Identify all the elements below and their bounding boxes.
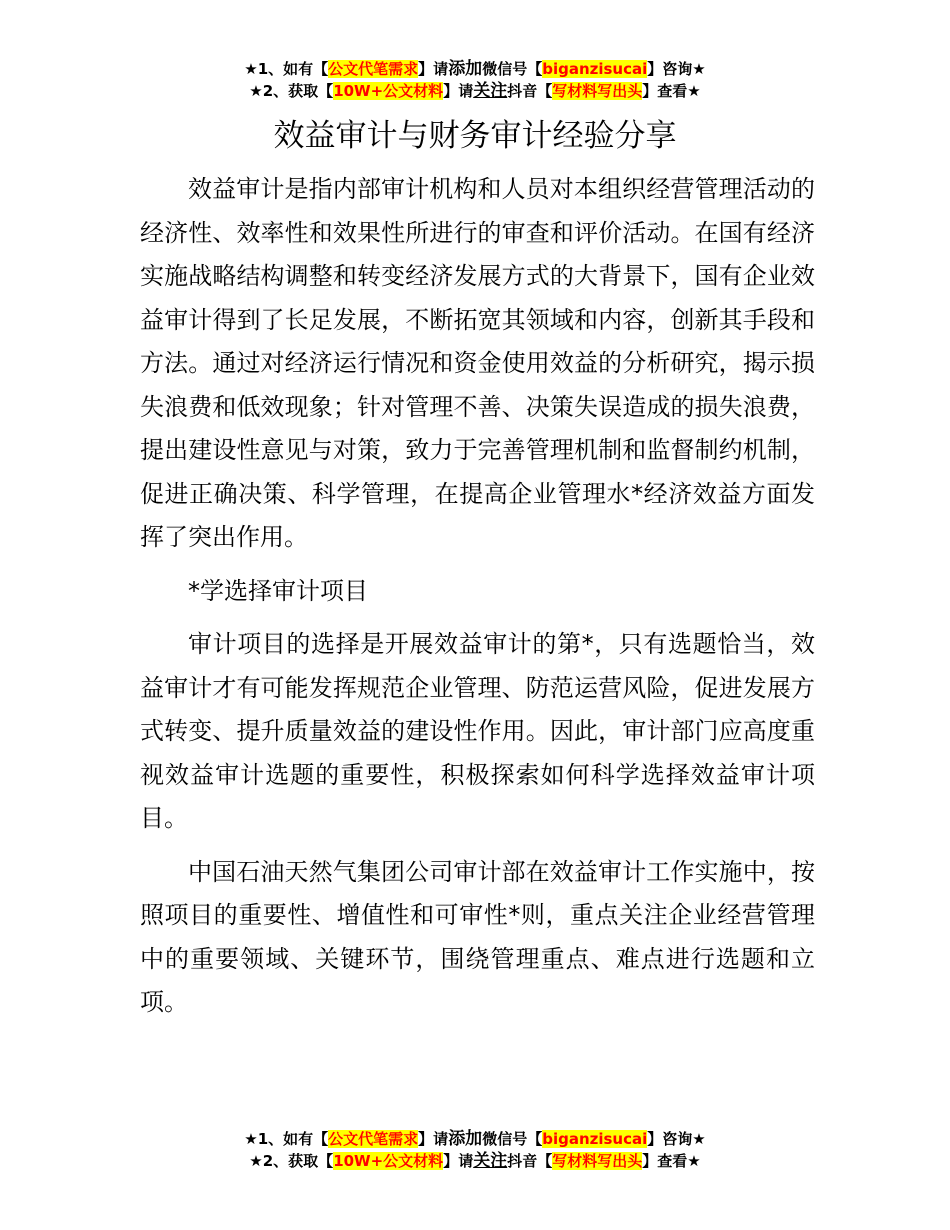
banner-text: 】查看★ [642, 82, 701, 100]
banner-line-2 [0, 1150, 950, 1172]
banner-emphasis: 添加 [448, 1129, 483, 1149]
banner-text: 】咨询★ [647, 1130, 706, 1148]
banner-text: ★1、如有【 [244, 1130, 329, 1148]
banner-highlight: 10W+公文材料 [333, 1152, 444, 1170]
banner-highlight: biganzisucai [542, 1130, 648, 1148]
section-heading: *学选择审计项目 [188, 576, 368, 605]
banner-highlight: 写材料写出头 [552, 1152, 643, 1170]
banner-line-1 [0, 58, 950, 80]
paragraph-intro: 效益审计是指内部审计机构和人员对本组织经营管理活动的经济性、效率性和效果性所进行的审查和评价活动。在国有经济实施战略结构调整和转变经济发展方式的大背景下，国有企业效益审计得到了长足发展，不断拓宽其领域和内容，创新其手段和方法。通过对经济运行情况和资金使用效益的分析研究，揭示损失浪费和低效现象；针对管理不善、决策失误造成的损失浪费，提出建设性意见与对策，致力于完善管理机制和监督制约机制，促进正确决策、科学管理，在提高企业管理水*经济效益方面发挥了突出作用。 [140, 175, 815, 551]
banner-text: 】请 [418, 1130, 449, 1148]
banner-highlight: 公文代笔需求 [328, 1130, 419, 1148]
paragraph-cnpc: 中国石油天然气集团公司审计部在效益审计工作实施中，按照项目的重要性、增值性和可审性*则，重点关注企业经营管理中的重要领域、关键环节，围绕管理重点、难点进行选题和立项。 [140, 857, 815, 1016]
banner-line-2 [0, 80, 950, 102]
banner-emphasis: 添加 [448, 59, 483, 79]
banner-text: 微信号【 [482, 1130, 543, 1148]
banner-highlight: 写材料写出头 [552, 82, 643, 100]
banner-emphasis: 关注 [473, 81, 508, 101]
banner-text: 抖音【 [507, 1152, 553, 1170]
banner-emphasis: 关注 [473, 1151, 508, 1171]
banner-text: 抖音【 [507, 82, 553, 100]
banner-text: 】查看★ [642, 1152, 701, 1170]
banner-line-1 [0, 1128, 950, 1150]
banner-highlight: 10W+公文材料 [333, 82, 444, 100]
banner-text: 】请 [443, 1152, 474, 1170]
banner-text: 微信号【 [482, 60, 543, 78]
banner-highlight: 公文代笔需求 [328, 60, 419, 78]
banner-text: 】请 [443, 82, 474, 100]
top-banner [0, 58, 950, 102]
bottom-banner [0, 1128, 950, 1172]
banner-highlight: biganzisucai [542, 60, 648, 78]
document-body [140, 168, 815, 1035]
banner-text: ★1、如有【 [244, 60, 329, 78]
banner-text: 】请 [418, 60, 449, 78]
banner-text: 】咨询★ [647, 60, 706, 78]
document-title: 效益审计与财务审计经验分享 [273, 118, 677, 154]
paragraph-selection: 审计项目的选择是开展效益审计的第*，只有选题恰当，效益审计才有可能发挥规范企业管理、防范运营风险，促进发展方式转变、提升质量效益的建设性作用。因此，审计部门应高度重视效益审计选题的重要性，积极探索如何科学选择效益审计项目。 [140, 630, 815, 832]
banner-text: ★2、获取【 [249, 82, 334, 100]
banner-text: ★2、获取【 [249, 1152, 334, 1170]
